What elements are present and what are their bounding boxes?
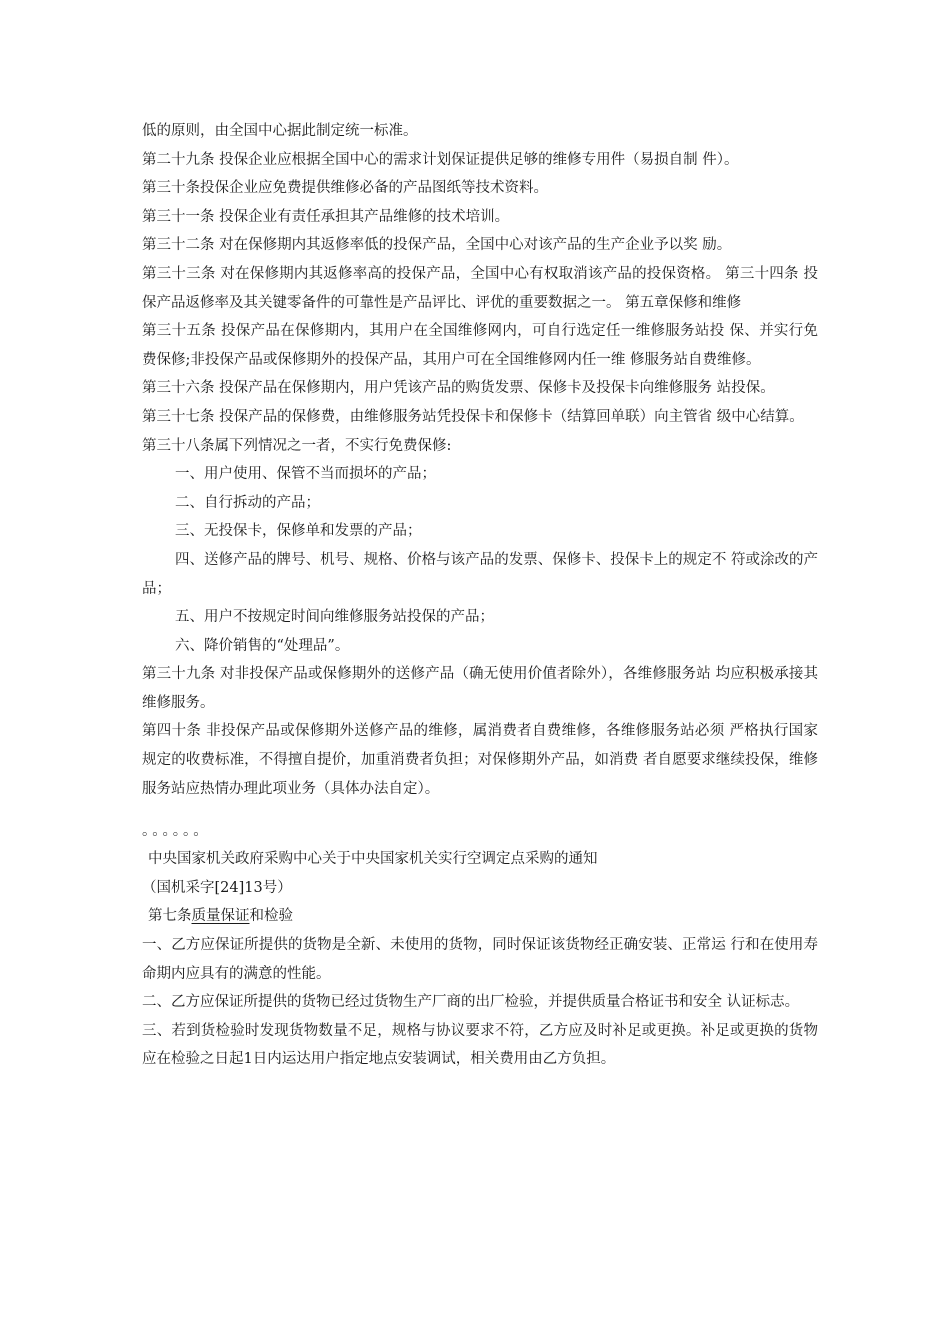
paragraph-article-31: 第三十一条 投保企业有责任承担其产品维修的技术培训。: [142, 208, 510, 225]
paragraph-article-35: 第三十五条 投保产品在保修期内，其用户在全国维修网内，可自行选定任一维修服务站投 保、并实行免费保修;非投保产品或保修期外的投保产品，其用户可在全国维修网内任一维 修服务站自费维修。: [142, 323, 818, 368]
document-body: [142, 117, 818, 1074]
paragraph-article-37: 第三十七条 投保产品的保修费，由维修服务站凭投保卡和保修卡（结算回单联）向主管省 级中心结算。: [142, 408, 804, 425]
paragraph-article-40: 第四十条 非投保产品或保修期外送修产品的维修，属消费者自费维修，各维修服务站必须 严格执行国家规定的收费标准，不得擅自提价，加重消费者负担；对保修期外产品，如消费 者自愿要求继续投保，维修服务站应热情办理此项业务（具体办法自定）。: [142, 723, 818, 797]
list-item: 二、自行拆动的产品；: [175, 494, 320, 511]
paragraph-article-39: 第三十九条 对非投保产品或保修期外的送修产品（确无使用价值者除外），各维修服务站 均应积极承接其维修服务。: [142, 666, 818, 711]
list-item: 五、用户不按规定时间向维修服务站投保的产品；: [175, 609, 494, 626]
notice-title: 中央国家机关政府采购中心关于中央国家机关实行空调定点采购的通知: [148, 851, 598, 868]
paragraph-article-32: 第三十二条 对在保修期内其返修率低的投保产品，全国中心对该产品的生产企业予以奖 励。: [142, 237, 732, 254]
list-item: 三、无投保卡，保修单和发票的产品；: [175, 523, 422, 540]
list-item: 六、降价销售的“处理品”。: [175, 637, 350, 654]
clause-paragraph: 二、乙方应保证所提供的货物已经过货物生产厂商的出厂检验，并提供质量合格证书和安全 认证标志。: [142, 994, 800, 1011]
article-7-suffix: 和检验: [249, 908, 293, 925]
notice-number: （国机采字[24]13号）: [142, 879, 292, 896]
paragraph-article-38: 第三十八条属下列情况之一者，不实行免费保修:: [142, 437, 452, 454]
article-7-prefix: 第七条: [148, 908, 192, 925]
clause-paragraph: 一、乙方应保证所提供的货物是全新、未使用的货物，同时保证该货物经正确安装、正常运 行和在使用寿命期内应具有的满意的性能。: [142, 937, 818, 982]
article-7-heading: [142, 902, 818, 931]
paragraph-rule-continuation: 低的原则，由全国中心据此制定统一标准。: [142, 123, 418, 139]
paragraph-article-33-34: 第三十三条 对在保修期内其返修率高的投保产品，全国中心有权取消该产品的投保资格。 第三十四条 投保产品返修率及其关键零备件的可靠性是产品评比、评优的重要数据之一。 第五章保修和维修: [142, 265, 818, 311]
list-item: 四、送修产品的牌号、机号、规格、价格与该产品的发票、保修卡、投保卡上的规定不 符或涂改的产品；: [142, 551, 818, 597]
paragraph-article-36: 第三十六条 投保产品在保修期内，用户凭该产品的购货发票、保修卡及投保卡向维修服务 站投保。: [142, 380, 775, 397]
paragraph-article-29: 第二十九条 投保企业应根据全国中心的需求计划保证提供足够的维修专用件（易损自制 件）。: [142, 151, 739, 168]
list-item: 一、用户使用、保管不当而损坏的产品；: [175, 466, 436, 483]
paragraph-article-30: 第三十条投保企业应免费提供维修必备的产品图纸等技术资料。: [142, 180, 548, 197]
clause-paragraph: 三、若到货检验时发现货物数量不足，规格与协议要求不符，乙方应及时补足或更换。补足或更换的货物应在检验之日起1日内运达用户指定地点安装调试，相关费用由乙方负担。: [142, 1022, 818, 1068]
section-separator: 。。。。。。: [142, 823, 211, 840]
article-7-underlined: 质量保证: [191, 908, 250, 925]
